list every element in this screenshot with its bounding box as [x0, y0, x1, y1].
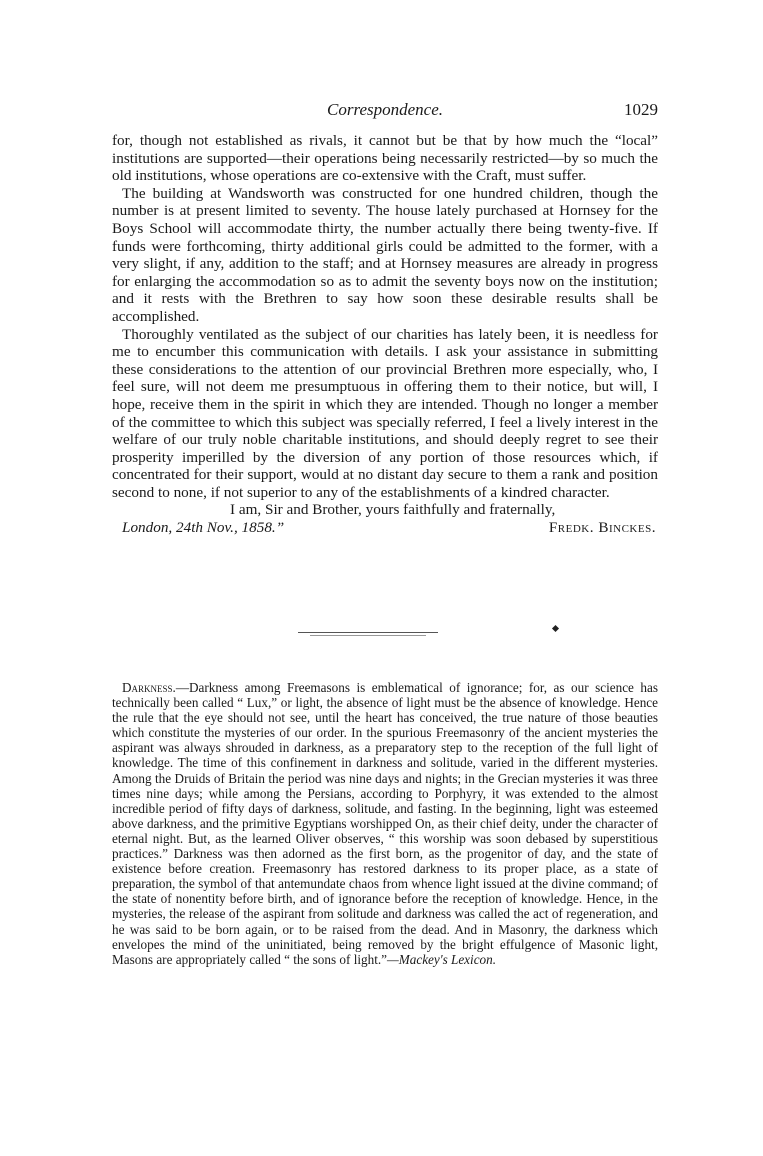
darkness-note-lead: Darkness. [122, 680, 176, 695]
letter-paragraph-2: The building at Wandsworth was constructed for one hundred children, though the number is at present limited to seventy. The house lately purchased at Hornsey for the Boys School will accommodate thirty, the number actually there being twenty-five. If funds were forthcoming, thirty additional girls could be admitted to the former, with a very slight, if any, addition to the staff; and at Hornsey measures are already in progress for enlarging the accommodation so as to admit the seventy boys now on the institution; and it rests with the Brethren to say how soon these desirable results shall be accomplished. [112, 184, 658, 325]
running-title: Correspondence. [327, 100, 443, 119]
letter-closing: I am, Sir and Brother, yours faithfully and fraternally, [230, 501, 556, 519]
letter-paragraph-3: Thoroughly ventilated as the subject of our charities has lately been, it is needless for me to encumber this communication with details. I ask your assistance in submitting these considerations to the attention of our provincial Brethren more especially, who, I feel sure, will not deem me presumptuous in offering them to their notice, but will, I hope, receive them in the spirit in which they are intended. Though no longer a member of the committee to which this subject was specially referred, I feel a lively interest in the welfare of our truly noble charitable institutions, and should deeply regret to see their prosperity imperilled by the diversion of any portion of those resources which, if concentrated for their support, would at no distant day secure to them a rank and position second to none, if not superior to any of the establishments of a kindred character. [112, 325, 658, 501]
darkness-note-source: —Mackey's Lexicon. [387, 951, 497, 967]
letter-place-date: London, 24th Nov., 1858.” [122, 519, 285, 537]
page-number: 1029 [624, 100, 658, 119]
letter-signoff [112, 519, 658, 537]
darkness-note [112, 680, 658, 967]
running-head [112, 100, 658, 126]
darkness-note-body: —Darkness among Freemasons is emblematical of ignorance; for, as our science has technically been called “ Lux,” or light, the absence of light must be the absence of knowledge. Hence the rule that the eye should not see, until the heart has conceived, the true nature of those beauties which constitute the mysteries of our order. In the spurious Freemasonry of the ancient mysteries the aspirant was always shrouded in darkness, as a preparatory step to the reception of the full light of knowledge. The time of this confinement in darkness and solitude, varied in the different mysteries. Among the Druids of Britain the period was nine days and nights; in the Grecian mysteries it was three times nine days; while among the Persians, according to Porphyry, it was extended to the almost incredible period of fifty days of darkness, solitude, and fasting. In the beginning, light was esteemed above darkness, and the primitive Egyptians worshipped On, as their chief deity, under the character of eternal night. But, as the learned Oliver observes, “ this worship was soon debased by superstitious practices.” Darkness was then adorned as the first born, as the progenitor of day, and the state of existence before creation. Freemasonry has restored darkness to its proper place, as a state of preparation, the symbol of that antemundate chaos from whence light issued at the divine command; of the state of nonentity before birth, and of ignorance before the reception of knowledge. Hence, in the mysteries, the release of the aspirant from solitude and darkness was called the act of regeneration, and he was said to be born again, or to be raised from the dead. And in Masonry, the darkness which envelopes the mind of the uninitiated, being removed by the bright effulgence of Masonic light, Masons are appropriately called “ the sons of light.” [112, 680, 658, 967]
darkness-note-paragraph [112, 680, 658, 967]
section-divider [298, 632, 438, 633]
letter-paragraph-1: for, though not established as rivals, it cannot but be that by how much the “local” institutions are supported—their operations being necessarily restricted—by so much the old institutions, whose operations are co-extensive with the Craft, must suffer. [112, 132, 658, 185]
ornament-mark [552, 625, 559, 632]
section-divider-underline [310, 635, 426, 636]
letter-body [112, 132, 658, 537]
letter-signature: Fredk. Binckes. [548, 519, 656, 537]
